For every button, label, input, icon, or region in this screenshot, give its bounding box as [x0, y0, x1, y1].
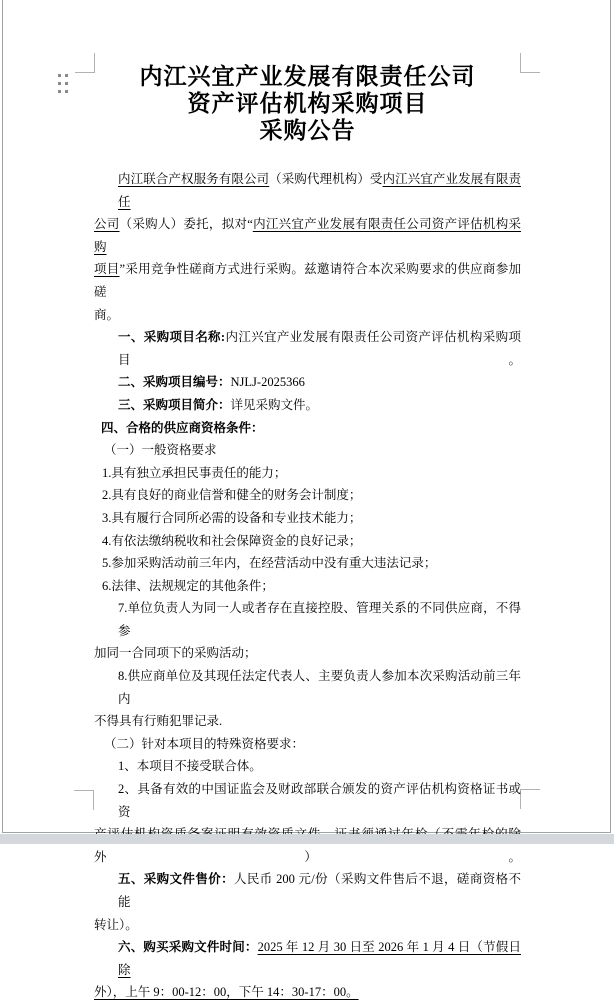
text-run: 4.有依法缴纳税收和社会保障资金的良好记录；: [102, 533, 362, 548]
text-run: （采购代理机构）受: [269, 172, 383, 186]
title-line-1: 内江兴宜产业发展有限责任公司: [139, 64, 476, 89]
text-run: NJLJ-2025366: [230, 375, 305, 390]
underlined-text: 公司: [94, 217, 120, 232]
text-run: （一）一般资格要求: [104, 443, 217, 458]
text-run: （采购人）委托，拟对“: [119, 217, 253, 232]
bold-label: 三、采购项目简介：: [118, 397, 231, 412]
underlined-text: 2025 年 12 月 30 日至 2026 年 1 月 4 日（节假日除: [118, 940, 521, 977]
text-line: [94, 778, 521, 823]
title-line-3: 采购公告: [259, 118, 356, 143]
text-line: [94, 394, 521, 417]
text-run: 2.具有良好的商业信誉和健全的财务会计制度；: [102, 488, 362, 503]
text-run: ”采用竞争性磋商方式进行采购。兹邀请符合本次采购要求的供应商参加磋: [94, 262, 521, 299]
text-line: [94, 710, 521, 733]
text-line: [94, 733, 521, 756]
title-line-2: 资产评估机构采购项目: [187, 91, 428, 116]
text-run: 3.具有履行合同所必需的设备和专业技术能力；: [102, 510, 362, 525]
text-line: [94, 168, 521, 213]
text-line: [94, 507, 521, 530]
text-line: [94, 371, 521, 394]
text-line: [94, 213, 521, 258]
text-line: [94, 665, 521, 710]
text-run: 5.参加采购活动前三年内，在经营活动中没有重大违法记录；: [102, 556, 437, 571]
text-run: 商。: [94, 307, 120, 322]
drag-handle-icon[interactable]: [58, 74, 68, 94]
text-run: （二）针对本项目的特殊资格要求：: [104, 736, 305, 751]
bold-label: 五、采购文件售价：: [118, 872, 234, 887]
text-line: [94, 868, 521, 913]
bold-label: 六、购买采购文件时间：: [118, 940, 258, 955]
text-line: [94, 258, 521, 303]
text-run: 不得具有行贿犯罪记录.: [94, 714, 223, 729]
text-line: [94, 914, 521, 937]
text-run: 1.具有独立承担民事责任的能力；: [102, 465, 287, 480]
text-run: 加同一合同项下的采购活动；: [94, 646, 257, 661]
document-title: [94, 63, 521, 144]
text-line: [94, 439, 521, 462]
text-line: [94, 304, 521, 327]
underlined-text: 项目: [94, 262, 120, 277]
text-line: [94, 981, 521, 1004]
bold-label: 四、合格的供应商资格条件：: [101, 420, 264, 435]
document-body: [94, 168, 521, 1004]
text-run: 详见采购文件。: [230, 397, 319, 412]
text-run: 2、具备有效的中国证监会及财政部联合颁发的资产评估机构资格证书或资: [118, 782, 521, 819]
underlined-text: 内江兴宜产业发展有限责任: [118, 172, 521, 209]
bold-label: 一、采购项目名称:: [118, 330, 226, 345]
text-run: 人民币 200 元/份（采购文件售后不退，磋商资格不能: [118, 872, 521, 909]
text-boundary-mark-bottom-right-icon: [520, 789, 540, 809]
text-run: 6.法律、法规规定的其他条件；: [102, 578, 274, 593]
text-run: 内江兴宜产业发展有限责任公司资产评估机构采购项目。: [118, 330, 521, 367]
text-line: [94, 417, 521, 440]
text-boundary-mark-top-right-icon: [520, 53, 540, 73]
text-run: 8.供应商单位及其现任法定代表人、主要负责人参加本次采购活动前三年内: [118, 669, 521, 706]
workspace-background: [0, 834, 614, 844]
text-line: [94, 462, 521, 485]
text-line: [94, 755, 521, 778]
text-line: [94, 484, 521, 507]
text-line: [94, 597, 521, 642]
text-line: [94, 530, 521, 553]
text-line: [94, 936, 521, 981]
text-run: 转让）。: [94, 917, 138, 932]
text-boundary-mark-bottom-left-icon: [74, 790, 94, 810]
text-run: 7.单位负责人为同一人或者存在直接控股、管理关系的不同供应商，不得参: [118, 601, 521, 638]
text-line: [94, 823, 521, 868]
text-boundary-mark-top-left-icon: [75, 53, 95, 73]
underlined-text: 内江兴宜产业发展有限责任公司资产评估机构采购: [94, 217, 521, 254]
text-line: [94, 326, 521, 371]
underlined-text: 内江联合产权服务有限公司: [118, 172, 270, 186]
underlined-text: 外），上午 9：00-12：00，下午 14：30-17：00。: [94, 985, 359, 1000]
text-run: 外）。: [94, 849, 521, 864]
text-line: [94, 575, 521, 598]
bold-label: 二、采购项目编号：: [118, 375, 231, 390]
text-line: [94, 642, 521, 665]
text-run: 1、本项目不接受联合体。: [118, 759, 262, 774]
text-line: [94, 552, 521, 575]
document-page: [2, 0, 611, 1000]
